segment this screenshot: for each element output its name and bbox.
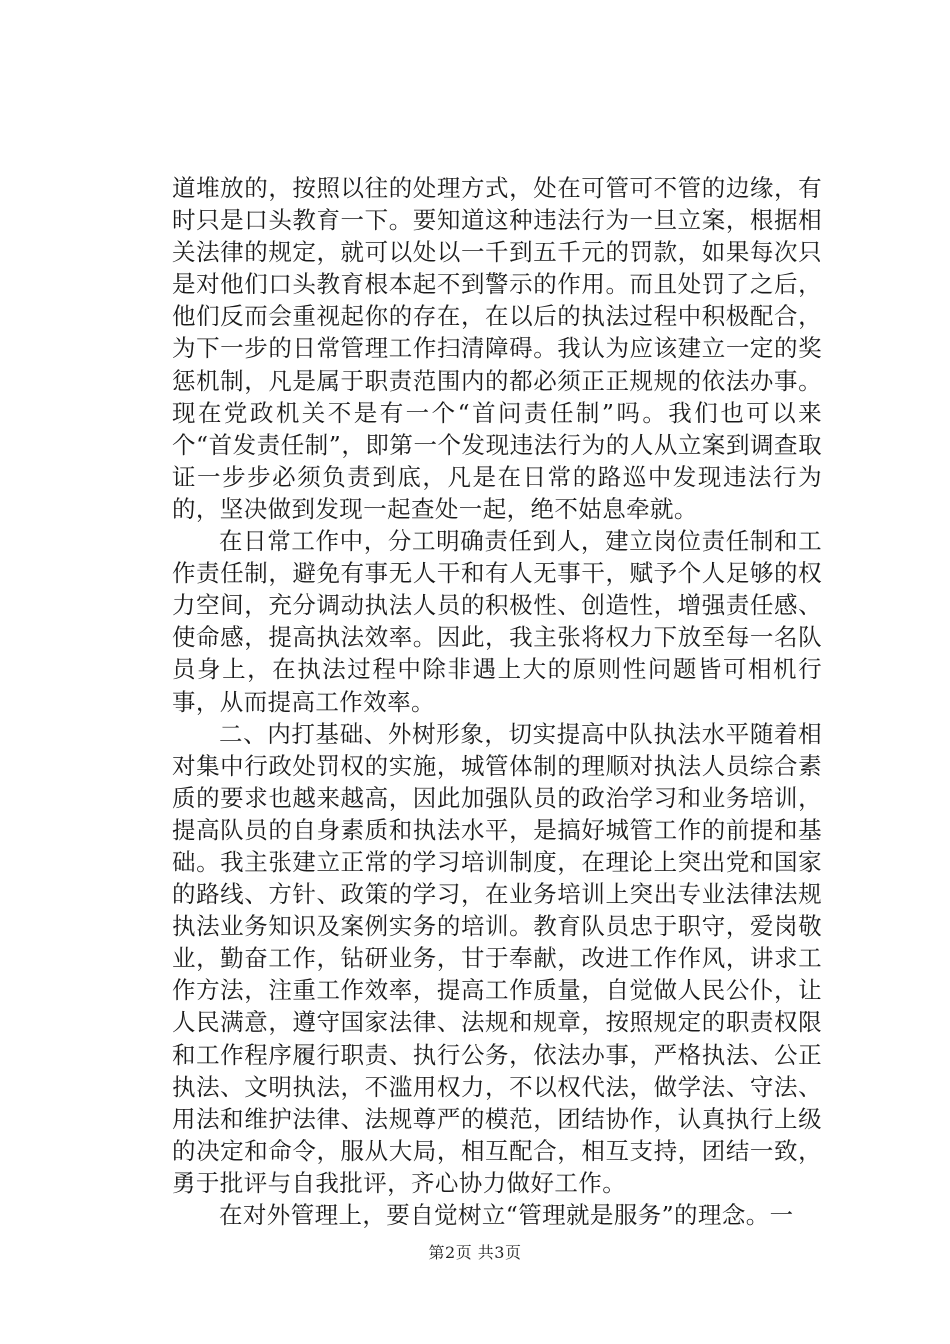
page-number-footer: 第2页 共3页 bbox=[428, 1243, 522, 1262]
paragraph-external-management: 在对外管理上，要自觉树立“管理就是服务”的理念。一 bbox=[219, 1201, 794, 1229]
paragraph-continuation: 道堆放的，按照以往的处理方式，处在可管可不管的边缘，有时只是口头教育一下。要知道这种违法行为一旦立案，根据相关法律的规定，就可以处以一千到五千元的罚款，如果每次只是对他们口头教育根本起不到警示的作用。而且处罚了之后，他们反而会重视起你的存在，在以后的执法过程中积极配合，为下一步的日常管理工作扫清障碍。我认为应该建立一定的奖惩机制，凡是属于职责范围内的都必须正正规规的依法办事。现在党政机关不是有一个“首问责任制”吗。我们也可以来个“首发责任制”，即第一个发现违法行为的人从立案到调查取证一步步必须负责到底，凡是在日常的路巡中发现违法行为的，坚决做到发现一起查处一起，绝不姑息牵就。 bbox=[172, 174, 822, 523]
paragraph-section-two: 二、内打基础、外树形象，切实提高中队执法水平随着相对集中行政处罚权的实施，城管体制的理顺对执法人员综合素质的要求也越来越高，因此加强队员的政治学习和业务培训，提高队员的自身素质和执法水平，是搞好城管工作的前提和基础。我主张建立正常的学习培训制度，在理论上突出党和国家的路线、方针、政策的学习，在业务培训上突出专业法律法规执法业务知识及案例实务的培训。教育队员忠于职守，爱岗敬业，勤奋工作，钻研业务，甘于奉献，改进工作作风，讲求工作方法，注重工作效率，提高工作质量，自觉做人民公仆，让人民满意，遵守国家法律、法规和规章，按照规定的职责权限和工作程序履行职责、执行公务，依法办事，严格执法、公正执法、文明执法，不滥用权力，不以权代法，做学法、守法、用法和维护法律、法规尊严的模范，团结协作，认真执行上级的决定和命令，服从大局，相互配合，相互支持，团结一致，勇于批评与自我批评，齐心协力做好工作。 bbox=[172, 719, 822, 1197]
paragraph-responsibility: 在日常工作中，分工明确责任到人，建立岗位责任制和工作责任制，避免有事无人干和有人无事干，赋予个人足够的权力空间，充分调动执法人员的积极性、创造性，增强责任感、使命感，提高执法效率。因此，我主张将权力下放至每一名队员身上，在执法过程中除非遇上大的原则性问题皆可相机行事，从而提高工作效率。 bbox=[172, 527, 822, 716]
document-body bbox=[172, 172, 822, 1231]
